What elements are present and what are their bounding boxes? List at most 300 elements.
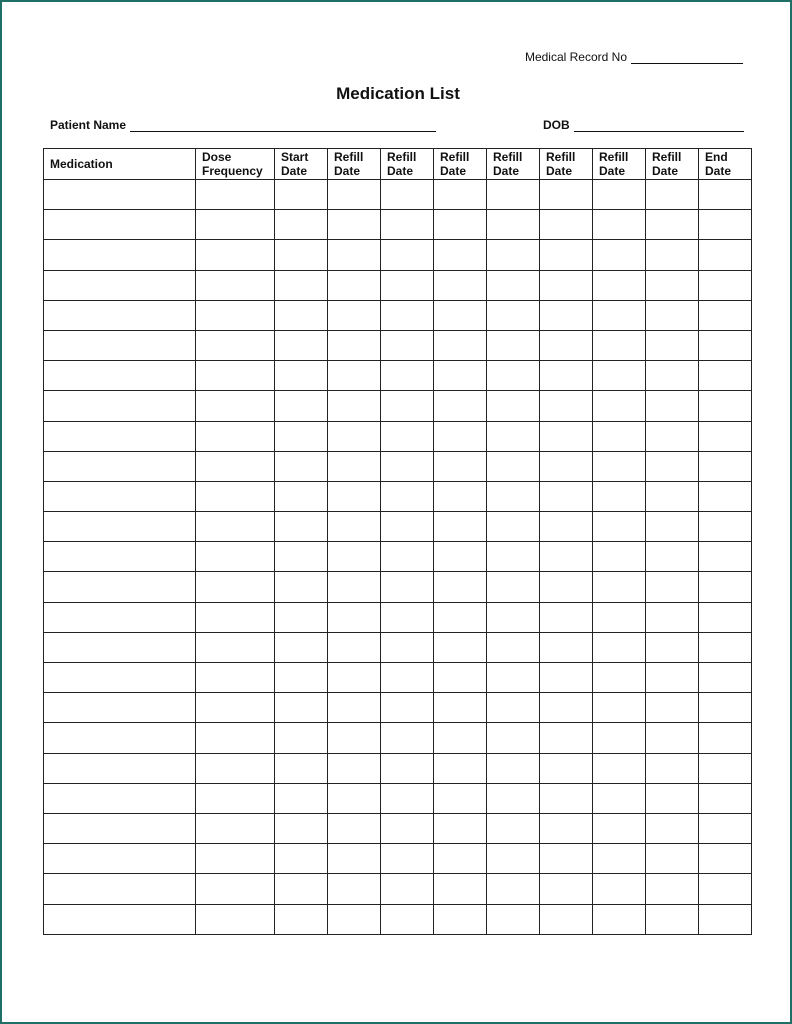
table-cell[interactable]: [44, 512, 196, 542]
dob-blank[interactable]: [574, 119, 744, 132]
table-cell[interactable]: [540, 572, 593, 602]
table-cell[interactable]: [593, 180, 646, 210]
table-cell[interactable]: [540, 180, 593, 210]
table-cell[interactable]: [44, 874, 196, 904]
table-cell[interactable]: [434, 632, 487, 662]
table-cell[interactable]: [381, 663, 434, 693]
table-cell[interactable]: [328, 180, 381, 210]
table-cell[interactable]: [44, 240, 196, 270]
table-cell[interactable]: [328, 240, 381, 270]
table-cell[interactable]: [646, 180, 699, 210]
table-cell[interactable]: [44, 572, 196, 602]
table-cell[interactable]: [381, 330, 434, 360]
table-cell[interactable]: [540, 632, 593, 662]
table-cell[interactable]: [593, 512, 646, 542]
table-cell[interactable]: [593, 542, 646, 572]
table-cell[interactable]: [487, 572, 540, 602]
table-cell[interactable]: [434, 180, 487, 210]
table-cell[interactable]: [275, 481, 328, 511]
table-cell[interactable]: [646, 330, 699, 360]
table-cell[interactable]: [487, 300, 540, 330]
table-cell[interactable]: [540, 813, 593, 843]
table-cell[interactable]: [699, 210, 752, 240]
table-cell[interactable]: [646, 693, 699, 723]
table-cell[interactable]: [593, 632, 646, 662]
table-cell[interactable]: [196, 210, 275, 240]
table-cell[interactable]: [593, 361, 646, 391]
table-cell[interactable]: [593, 783, 646, 813]
table-cell[interactable]: [196, 391, 275, 421]
table-cell[interactable]: [434, 391, 487, 421]
table-cell[interactable]: [275, 602, 328, 632]
table-cell[interactable]: [540, 330, 593, 360]
table-cell[interactable]: [487, 240, 540, 270]
table-cell[interactable]: [434, 844, 487, 874]
table-cell[interactable]: [593, 813, 646, 843]
table-cell[interactable]: [196, 361, 275, 391]
table-cell[interactable]: [381, 240, 434, 270]
column-header: End Date: [699, 149, 752, 180]
table-cell[interactable]: [434, 481, 487, 511]
table-cell[interactable]: [275, 391, 328, 421]
table-cell[interactable]: [381, 693, 434, 723]
table-cell[interactable]: [593, 693, 646, 723]
table-cell[interactable]: [381, 904, 434, 934]
table-cell[interactable]: [540, 542, 593, 572]
table-row: [44, 240, 752, 270]
table-cell[interactable]: [44, 783, 196, 813]
table-cell[interactable]: [699, 753, 752, 783]
table-cell[interactable]: [328, 542, 381, 572]
table-cell[interactable]: [328, 904, 381, 934]
table-cell[interactable]: [381, 783, 434, 813]
table-cell[interactable]: [44, 300, 196, 330]
table-cell[interactable]: [328, 361, 381, 391]
table-cell[interactable]: [593, 663, 646, 693]
table-cell[interactable]: [434, 663, 487, 693]
table-cell[interactable]: [196, 270, 275, 300]
table-row: [44, 753, 752, 783]
table-cell[interactable]: [646, 240, 699, 270]
table-cell[interactable]: [381, 481, 434, 511]
table-cell[interactable]: [44, 421, 196, 451]
table-cell[interactable]: [646, 783, 699, 813]
table-cell[interactable]: [699, 904, 752, 934]
table-cell[interactable]: [44, 361, 196, 391]
table-cell[interactable]: [434, 723, 487, 753]
table-cell[interactable]: [593, 240, 646, 270]
table-cell[interactable]: [487, 813, 540, 843]
table-cell[interactable]: [699, 844, 752, 874]
table-cell[interactable]: [275, 210, 328, 240]
table-cell[interactable]: [699, 421, 752, 451]
table-cell[interactable]: [434, 512, 487, 542]
table-cell[interactable]: [646, 300, 699, 330]
table-cell[interactable]: [434, 874, 487, 904]
table-cell[interactable]: [44, 270, 196, 300]
table-cell[interactable]: [487, 783, 540, 813]
table-cell[interactable]: [540, 844, 593, 874]
table-cell[interactable]: [646, 391, 699, 421]
table-cell[interactable]: [328, 451, 381, 481]
table-cell[interactable]: [540, 270, 593, 300]
table-cell[interactable]: [275, 330, 328, 360]
table-cell[interactable]: [381, 632, 434, 662]
column-header: Refill Date: [381, 149, 434, 180]
table-cell[interactable]: [196, 813, 275, 843]
table-cell[interactable]: [487, 723, 540, 753]
table-cell[interactable]: [646, 542, 699, 572]
table-cell[interactable]: [699, 783, 752, 813]
table-row: [44, 481, 752, 511]
table-cell[interactable]: [540, 210, 593, 240]
table-cell[interactable]: [275, 180, 328, 210]
table-cell[interactable]: [328, 663, 381, 693]
table-cell[interactable]: [434, 270, 487, 300]
table-cell[interactable]: [487, 391, 540, 421]
table-cell[interactable]: [275, 904, 328, 934]
table-cell[interactable]: [540, 663, 593, 693]
table-cell[interactable]: [434, 210, 487, 240]
table-cell[interactable]: [593, 481, 646, 511]
table-cell[interactable]: [699, 180, 752, 210]
table-cell[interactable]: [196, 844, 275, 874]
table-cell[interactable]: [275, 361, 328, 391]
table-cell[interactable]: [646, 210, 699, 240]
table-cell[interactable]: [196, 783, 275, 813]
table-cell[interactable]: [487, 270, 540, 300]
table-cell[interactable]: [646, 723, 699, 753]
table-cell[interactable]: [328, 481, 381, 511]
table-cell[interactable]: [699, 874, 752, 904]
table-cell[interactable]: [487, 421, 540, 451]
table-cell[interactable]: [434, 602, 487, 632]
table-cell[interactable]: [381, 542, 434, 572]
table-cell[interactable]: [699, 300, 752, 330]
table-cell[interactable]: [487, 361, 540, 391]
table-cell[interactable]: [646, 572, 699, 602]
table-cell[interactable]: [487, 602, 540, 632]
table-row: [44, 572, 752, 602]
table-cell[interactable]: [196, 874, 275, 904]
table-cell[interactable]: [328, 572, 381, 602]
table-cell[interactable]: [593, 391, 646, 421]
table-cell[interactable]: [593, 874, 646, 904]
table-cell[interactable]: [275, 270, 328, 300]
table-cell[interactable]: [434, 421, 487, 451]
table-cell[interactable]: [328, 813, 381, 843]
table-cell[interactable]: [328, 844, 381, 874]
table-cell[interactable]: [44, 391, 196, 421]
table-cell[interactable]: [196, 180, 275, 210]
table-row: [44, 723, 752, 753]
table-cell[interactable]: [275, 844, 328, 874]
table-cell[interactable]: [540, 361, 593, 391]
table-cell[interactable]: [646, 874, 699, 904]
table-cell[interactable]: [540, 391, 593, 421]
table-cell[interactable]: [196, 512, 275, 542]
table-cell[interactable]: [593, 210, 646, 240]
table-cell[interactable]: [487, 632, 540, 662]
table-cell[interactable]: [328, 874, 381, 904]
table-cell[interactable]: [328, 632, 381, 662]
table-cell[interactable]: [434, 572, 487, 602]
table-cell[interactable]: [540, 240, 593, 270]
table-cell[interactable]: [328, 210, 381, 240]
table-cell[interactable]: [487, 693, 540, 723]
table-cell[interactable]: [699, 723, 752, 753]
medical-record-blank[interactable]: [631, 51, 743, 64]
table-row: [44, 874, 752, 904]
patient-name-blank[interactable]: [130, 119, 436, 132]
table-cell[interactable]: [540, 451, 593, 481]
table-cell[interactable]: [646, 813, 699, 843]
table-cell[interactable]: [275, 240, 328, 270]
medical-record-number: [525, 50, 743, 64]
table-cell[interactable]: [487, 542, 540, 572]
table-cell[interactable]: [381, 361, 434, 391]
table-cell[interactable]: [540, 753, 593, 783]
table-cell[interactable]: [328, 300, 381, 330]
table-cell[interactable]: [540, 481, 593, 511]
table-cell[interactable]: [44, 663, 196, 693]
table-cell[interactable]: [699, 451, 752, 481]
table-cell[interactable]: [487, 330, 540, 360]
table-cell[interactable]: [646, 753, 699, 783]
table-cell[interactable]: [328, 693, 381, 723]
table-cell[interactable]: [699, 663, 752, 693]
table-cell[interactable]: [593, 904, 646, 934]
table-cell[interactable]: [487, 481, 540, 511]
table-cell[interactable]: [275, 723, 328, 753]
table-cell[interactable]: [328, 753, 381, 783]
table-cell[interactable]: [196, 240, 275, 270]
table-cell[interactable]: [275, 693, 328, 723]
table-cell[interactable]: [487, 844, 540, 874]
table-cell[interactable]: [328, 602, 381, 632]
table-cell[interactable]: [328, 512, 381, 542]
table-cell[interactable]: [593, 330, 646, 360]
table-cell[interactable]: [593, 421, 646, 451]
table-cell[interactable]: [646, 451, 699, 481]
table-cell[interactable]: [381, 813, 434, 843]
medical-record-label: Medical Record No: [524, 50, 627, 64]
table-cell[interactable]: [381, 391, 434, 421]
table-cell[interactable]: [487, 210, 540, 240]
table-cell[interactable]: [275, 572, 328, 602]
table-cell[interactable]: [381, 874, 434, 904]
table-cell[interactable]: [44, 813, 196, 843]
table-cell[interactable]: [646, 512, 699, 542]
table-cell[interactable]: [699, 270, 752, 300]
table-cell[interactable]: [328, 270, 381, 300]
table-cell[interactable]: [540, 723, 593, 753]
patient-name-field: [50, 118, 436, 132]
table-cell[interactable]: [434, 330, 487, 360]
table-cell[interactable]: [196, 330, 275, 360]
table-cell[interactable]: [540, 512, 593, 542]
table-cell[interactable]: [699, 512, 752, 542]
table-cell[interactable]: [275, 663, 328, 693]
table-cell[interactable]: [487, 663, 540, 693]
table-cell[interactable]: [646, 270, 699, 300]
table-cell[interactable]: [196, 572, 275, 602]
table-cell[interactable]: [381, 451, 434, 481]
table-row: [44, 361, 752, 391]
table-cell[interactable]: [593, 602, 646, 632]
table-cell[interactable]: [381, 270, 434, 300]
table-cell[interactable]: [434, 813, 487, 843]
table-cell[interactable]: [381, 300, 434, 330]
table-cell[interactable]: [44, 542, 196, 572]
table-cell[interactable]: [328, 391, 381, 421]
table-cell[interactable]: [699, 632, 752, 662]
table-cell[interactable]: [540, 783, 593, 813]
table-row: [44, 904, 752, 934]
table-cell[interactable]: [646, 361, 699, 391]
table-cell[interactable]: [646, 844, 699, 874]
table-cell[interactable]: [275, 451, 328, 481]
table-cell[interactable]: [44, 904, 196, 934]
table-cell[interactable]: [196, 632, 275, 662]
table-cell[interactable]: [646, 481, 699, 511]
table-cell[interactable]: [540, 421, 593, 451]
table-cell[interactable]: [593, 753, 646, 783]
table-cell[interactable]: [196, 602, 275, 632]
table-cell[interactable]: [196, 542, 275, 572]
column-header: Refill Date: [646, 149, 699, 180]
table-cell[interactable]: [434, 451, 487, 481]
table-cell[interactable]: [44, 693, 196, 723]
patient-name-label: Patient Name: [50, 118, 127, 132]
table-cell[interactable]: [434, 542, 487, 572]
table-cell[interactable]: [44, 481, 196, 511]
table-cell[interactable]: [540, 602, 593, 632]
table-cell[interactable]: [44, 330, 196, 360]
table-cell[interactable]: [593, 844, 646, 874]
table-cell[interactable]: [593, 572, 646, 602]
table-cell[interactable]: [699, 542, 752, 572]
table-cell[interactable]: [381, 180, 434, 210]
table-cell[interactable]: [328, 421, 381, 451]
table-cell[interactable]: [381, 844, 434, 874]
table-cell[interactable]: [434, 904, 487, 934]
table-cell[interactable]: [434, 240, 487, 270]
table-cell[interactable]: [487, 512, 540, 542]
column-header: Refill Date: [328, 149, 381, 180]
table-cell[interactable]: [434, 300, 487, 330]
table-cell[interactable]: [699, 602, 752, 632]
table-cell[interactable]: [328, 723, 381, 753]
table-cell[interactable]: [699, 481, 752, 511]
table-cell[interactable]: [196, 693, 275, 723]
table-cell[interactable]: [275, 874, 328, 904]
table-cell[interactable]: [381, 602, 434, 632]
table-cell[interactable]: [699, 361, 752, 391]
table-cell[interactable]: [646, 632, 699, 662]
table-cell[interactable]: [487, 451, 540, 481]
table-cell[interactable]: [646, 663, 699, 693]
table-cell[interactable]: [196, 663, 275, 693]
table-row: [44, 663, 752, 693]
table-cell[interactable]: [699, 330, 752, 360]
table-cell[interactable]: [699, 240, 752, 270]
table-cell[interactable]: [275, 783, 328, 813]
table-cell[interactable]: [381, 572, 434, 602]
table-cell[interactable]: [434, 361, 487, 391]
table-cell[interactable]: [275, 542, 328, 572]
table-cell[interactable]: [328, 783, 381, 813]
medication-table: [43, 148, 752, 935]
table-cell[interactable]: [434, 693, 487, 723]
page-title: Medication List: [336, 84, 460, 103]
table-cell[interactable]: [196, 481, 275, 511]
table-cell[interactable]: [196, 421, 275, 451]
table-cell[interactable]: [487, 180, 540, 210]
table-cell[interactable]: [540, 874, 593, 904]
table-cell[interactable]: [44, 451, 196, 481]
table-cell[interactable]: [275, 512, 328, 542]
table-cell[interactable]: [646, 602, 699, 632]
table-cell[interactable]: [44, 210, 196, 240]
table-cell[interactable]: [275, 421, 328, 451]
table-cell[interactable]: [593, 451, 646, 481]
table-cell[interactable]: [381, 723, 434, 753]
table-cell[interactable]: [434, 783, 487, 813]
table-cell[interactable]: [196, 451, 275, 481]
table-cell[interactable]: [540, 904, 593, 934]
table-cell[interactable]: [487, 904, 540, 934]
table-cell[interactable]: [699, 391, 752, 421]
table-cell[interactable]: [44, 632, 196, 662]
table-cell[interactable]: [328, 330, 381, 360]
table-cell[interactable]: [275, 753, 328, 783]
table-cell[interactable]: [44, 753, 196, 783]
table-cell[interactable]: [434, 753, 487, 783]
table-cell[interactable]: [487, 753, 540, 783]
table-cell[interactable]: [593, 300, 646, 330]
table-cell[interactable]: [44, 844, 196, 874]
table-cell[interactable]: [699, 572, 752, 602]
table-cell[interactable]: [44, 723, 196, 753]
table-cell[interactable]: [699, 693, 752, 723]
table-cell[interactable]: [196, 904, 275, 934]
table-cell[interactable]: [381, 210, 434, 240]
table-cell[interactable]: [646, 421, 699, 451]
table-cell[interactable]: [540, 693, 593, 723]
dob-field: [543, 118, 744, 132]
table-cell[interactable]: [196, 723, 275, 753]
table-row: [44, 210, 752, 240]
table-cell[interactable]: [196, 753, 275, 783]
table-cell[interactable]: [381, 421, 434, 451]
table-row: [44, 783, 752, 813]
table-cell[interactable]: [275, 813, 328, 843]
table-cell[interactable]: [44, 180, 196, 210]
table-cell[interactable]: [540, 300, 593, 330]
table-cell[interactable]: [196, 300, 275, 330]
table-cell[interactable]: [381, 753, 434, 783]
table-cell[interactable]: [487, 874, 540, 904]
table-cell[interactable]: [275, 632, 328, 662]
table-cell[interactable]: [593, 723, 646, 753]
table-cell[interactable]: [646, 904, 699, 934]
table-cell[interactable]: [44, 602, 196, 632]
table-cell[interactable]: [381, 512, 434, 542]
table-cell[interactable]: [275, 300, 328, 330]
table-cell[interactable]: [699, 813, 752, 843]
table-cell[interactable]: [593, 270, 646, 300]
